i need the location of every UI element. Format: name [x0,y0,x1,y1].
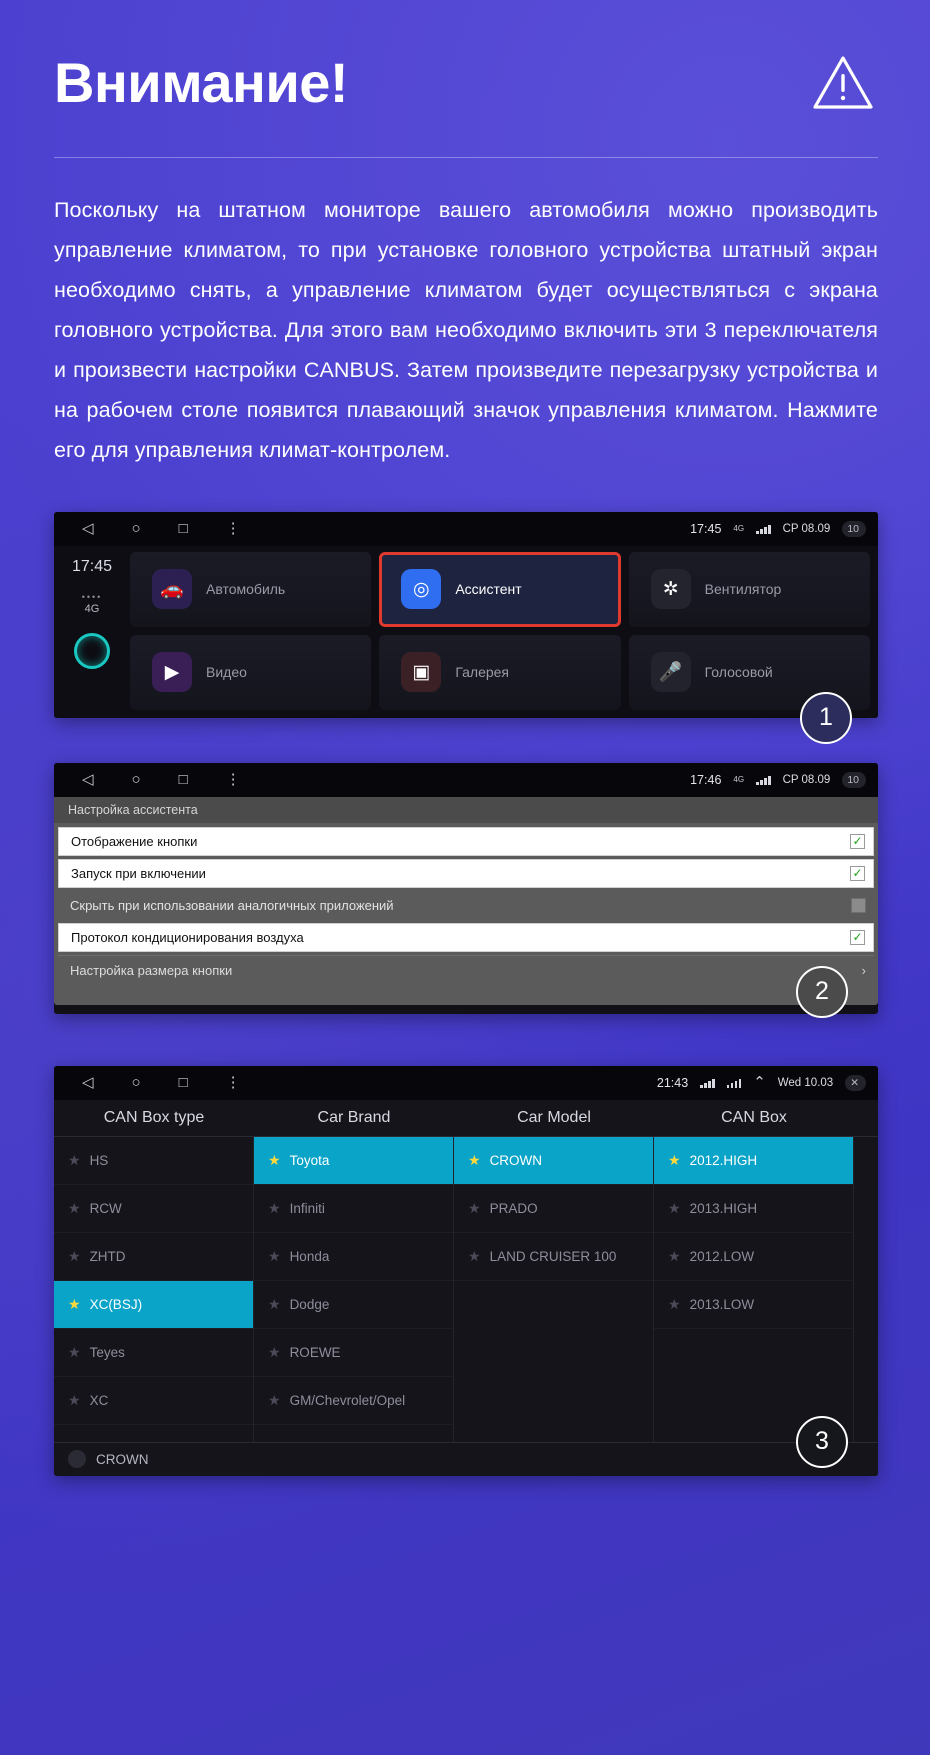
item-label: XC(BSJ) [89,1296,143,1312]
signal-bars-icon [756,774,771,785]
list-item[interactable] [454,1233,653,1281]
status-network-label: 4G [733,775,745,785]
assistant-ring-icon[interactable] [74,633,110,669]
footer-label: CROWN [96,1451,149,1467]
star-icon: ★ [68,1391,81,1408]
item-label: 2012.HIGH [689,1152,758,1168]
fan-icon: ✲ [651,569,691,609]
warning-triangle-icon [812,54,874,112]
settings-row-ac-protocol[interactable] [58,923,874,952]
car-icon: 🚗 [152,569,192,609]
settings-row-autostart[interactable] [58,859,874,888]
star-icon: ★ [268,1391,281,1408]
step-badge-1: 1 [800,692,852,744]
tile-fan[interactable] [629,552,870,627]
overflow-menu-icon[interactable]: ⋮ [225,771,241,789]
column-header-can-box: CAN Box [721,1108,787,1126]
status-time: 21:43 [656,1075,689,1090]
list-item[interactable] [54,1329,253,1377]
item-label: Toyota [289,1152,330,1168]
row-label: Настройка размера кнопки [70,963,233,979]
settings-row-button-size[interactable] [58,955,874,986]
canbus-footer [54,1442,878,1476]
settings-section-title: Настройка ассистента [54,797,878,823]
item-label: RCW [89,1200,122,1216]
item-label: HS [89,1152,109,1168]
star-icon: ★ [68,1343,81,1360]
checkbox-checked[interactable]: ✓ [850,866,865,881]
overflow-menu-icon[interactable]: ⋮ [225,520,241,538]
star-icon: ★ [668,1295,681,1312]
header [54,0,878,114]
status-bar-3 [54,1066,878,1100]
column-car-brand [254,1137,454,1442]
tile-car[interactable] [130,552,371,627]
signal-bars-icon-sim2 [727,1077,742,1088]
home-icon[interactable]: ○ [131,520,141,538]
canbus-table [54,1100,878,1476]
launcher-sidebar [54,546,130,718]
star-icon: ★ [268,1343,281,1360]
status-date: Wed 10.03 [777,1076,834,1089]
android-nav-buttons[interactable] [66,772,241,787]
star-icon: ★ [668,1199,681,1216]
status-network-label: 4G [733,524,745,534]
list-item[interactable] [654,1185,853,1233]
tile-label: Автомобиль [206,581,286,598]
launcher-body [54,546,878,718]
item-label: PRADO [489,1200,538,1216]
signal-bars-icon-sim1 [700,1077,715,1088]
back-icon[interactable]: ◁ [82,771,94,789]
item-label: XC [89,1392,109,1408]
tile-label: Вентилятор [704,581,782,598]
star-icon: ★ [268,1247,281,1264]
star-icon: ★ [68,1151,81,1168]
current-selection-icon [68,1450,86,1468]
item-label: 2013.LOW [689,1296,755,1312]
column-can-box [654,1137,854,1442]
settings-row-button-display[interactable] [58,827,874,856]
star-icon: ★ [468,1199,481,1216]
list-item[interactable] [54,1137,253,1185]
row-label: Отображение кнопки [71,833,198,849]
settings-list [54,823,878,1005]
back-icon[interactable]: ◁ [82,1074,94,1092]
item-label: Dodge [289,1296,330,1312]
list-item[interactable] [54,1185,253,1233]
item-label: 2013.HIGH [689,1200,758,1216]
tile-label: Ассистент [455,581,522,598]
star-icon: ★ [668,1247,681,1264]
list-item[interactable] [254,1185,453,1233]
status-bar-1 [54,512,878,546]
volume-badge: 10 [842,521,866,537]
step-badge-3: 3 [796,1416,848,1468]
checkbox-checked[interactable]: ✓ [850,834,865,849]
assistant-icon: ◎ [401,569,441,609]
list-item[interactable] [654,1233,853,1281]
status-time: 17:46 [690,772,722,787]
star-icon: ★ [68,1247,81,1264]
list-item[interactable] [254,1329,453,1377]
home-icon[interactable]: ○ [131,1074,141,1092]
star-icon: ★ [668,1151,681,1168]
star-icon: ★ [268,1199,281,1216]
page-title: Внимание! [54,51,349,114]
row-label: Протокол кондиционирования воздуха [71,929,304,945]
item-label: ZHTD [89,1248,126,1264]
star-icon: ★ [268,1295,281,1312]
item-label: LAND CRUISER 100 [489,1248,617,1264]
list-item-selected[interactable] [454,1137,653,1185]
wifi-icon: ⌃ [753,1074,766,1092]
step-badge-2: 2 [796,966,848,1018]
recents-icon[interactable]: □ [178,1074,188,1092]
star-icon: ★ [68,1295,81,1312]
list-item-selected[interactable] [54,1281,253,1329]
row-label: Скрыть при использовании аналогичных приложений [70,897,394,913]
status-time: 17:45 [690,521,722,536]
body-paragraph: Поскольку на штатном мониторе вашего автомобиля можно производить управление климатом, то при установке головного устройства штатный экран необходимо снять, а управление климатом будет осуществляться с экрана головного устройства. Для этого вам необходимо включить эти 3 переключателя и произвести настройки CANBUS. Затем произведите перезагрузку устройства и на рабочем столе появится плавающий значок управления климатом. Нажмите его для управления климат-контролем. [54,197,878,462]
status-bar-2 [54,763,878,797]
launcher-tiles [130,546,878,718]
overflow-menu-icon[interactable]: ⋮ [225,1074,241,1092]
star-icon: ★ [268,1151,281,1168]
item-label: Infiniti [289,1200,325,1216]
gallery-icon: ▣ [401,652,441,692]
volume-badge: 10 [842,772,866,788]
signal-bars-icon [756,523,771,534]
list-item[interactable] [654,1281,853,1329]
status-date: CP 08.09 [782,773,831,786]
star-icon: ★ [468,1151,481,1168]
canbus-table-header [54,1100,878,1137]
item-label: Teyes [89,1344,125,1360]
screenshot-assistant-settings [54,763,878,1014]
item-label: CROWN [489,1152,543,1168]
status-date: CP 08.09 [782,522,831,535]
settings-row-hide-similar[interactable] [58,891,874,920]
list-item-selected[interactable] [654,1137,853,1185]
list-item[interactable] [54,1233,253,1281]
tile-label: Галерея [455,664,510,681]
checkbox-unchecked[interactable] [851,898,866,913]
list-item-selected[interactable] [254,1137,453,1185]
item-label: GM/Chevrolet/Opel [289,1392,406,1408]
column-header-car-brand: Car Brand [317,1108,391,1126]
tile-label: Голосовой [704,664,773,681]
list-item[interactable] [254,1377,453,1425]
row-label: Запуск при включении [71,865,206,881]
tile-gallery[interactable] [379,635,620,710]
header-divider [54,157,878,158]
column-header-can-box-type: CAN Box type [103,1108,205,1126]
list-item[interactable] [454,1185,653,1233]
video-icon: ▶ [152,652,192,692]
android-nav-buttons[interactable] [66,1075,241,1090]
item-label: 2012.LOW [689,1248,755,1264]
android-nav-buttons[interactable] [66,521,241,536]
item-label: Honda [289,1248,330,1264]
back-icon[interactable]: ◁ [82,520,94,538]
item-label: ROEWE [289,1344,341,1360]
tile-assistant[interactable] [379,552,620,627]
recents-icon[interactable]: □ [178,771,188,789]
column-header-car-model: Car Model [517,1108,591,1126]
screenshot-canbus-settings [54,1066,878,1476]
recents-icon[interactable]: □ [178,520,188,538]
column-car-model [454,1137,654,1442]
checkbox-checked[interactable]: ✓ [850,930,865,945]
sidebar-signal-dots: •••• [81,591,103,602]
column-can-box-type [54,1137,254,1442]
tile-label: Видео [206,664,247,681]
microphone-icon: 🎤 [651,652,691,692]
sidebar-network: 4G [84,602,100,615]
list-item[interactable] [254,1233,453,1281]
list-item[interactable] [54,1377,253,1425]
list-item[interactable] [254,1281,453,1329]
chevron-right-icon: › [861,963,866,979]
screenshot-launcher [54,512,878,732]
star-icon: ★ [468,1247,481,1264]
star-icon: ★ [68,1199,81,1216]
tile-video[interactable] [130,635,371,710]
mute-icon: ✕ [845,1075,866,1091]
sidebar-time: 17:45 [71,557,113,575]
home-icon[interactable]: ○ [131,771,141,789]
